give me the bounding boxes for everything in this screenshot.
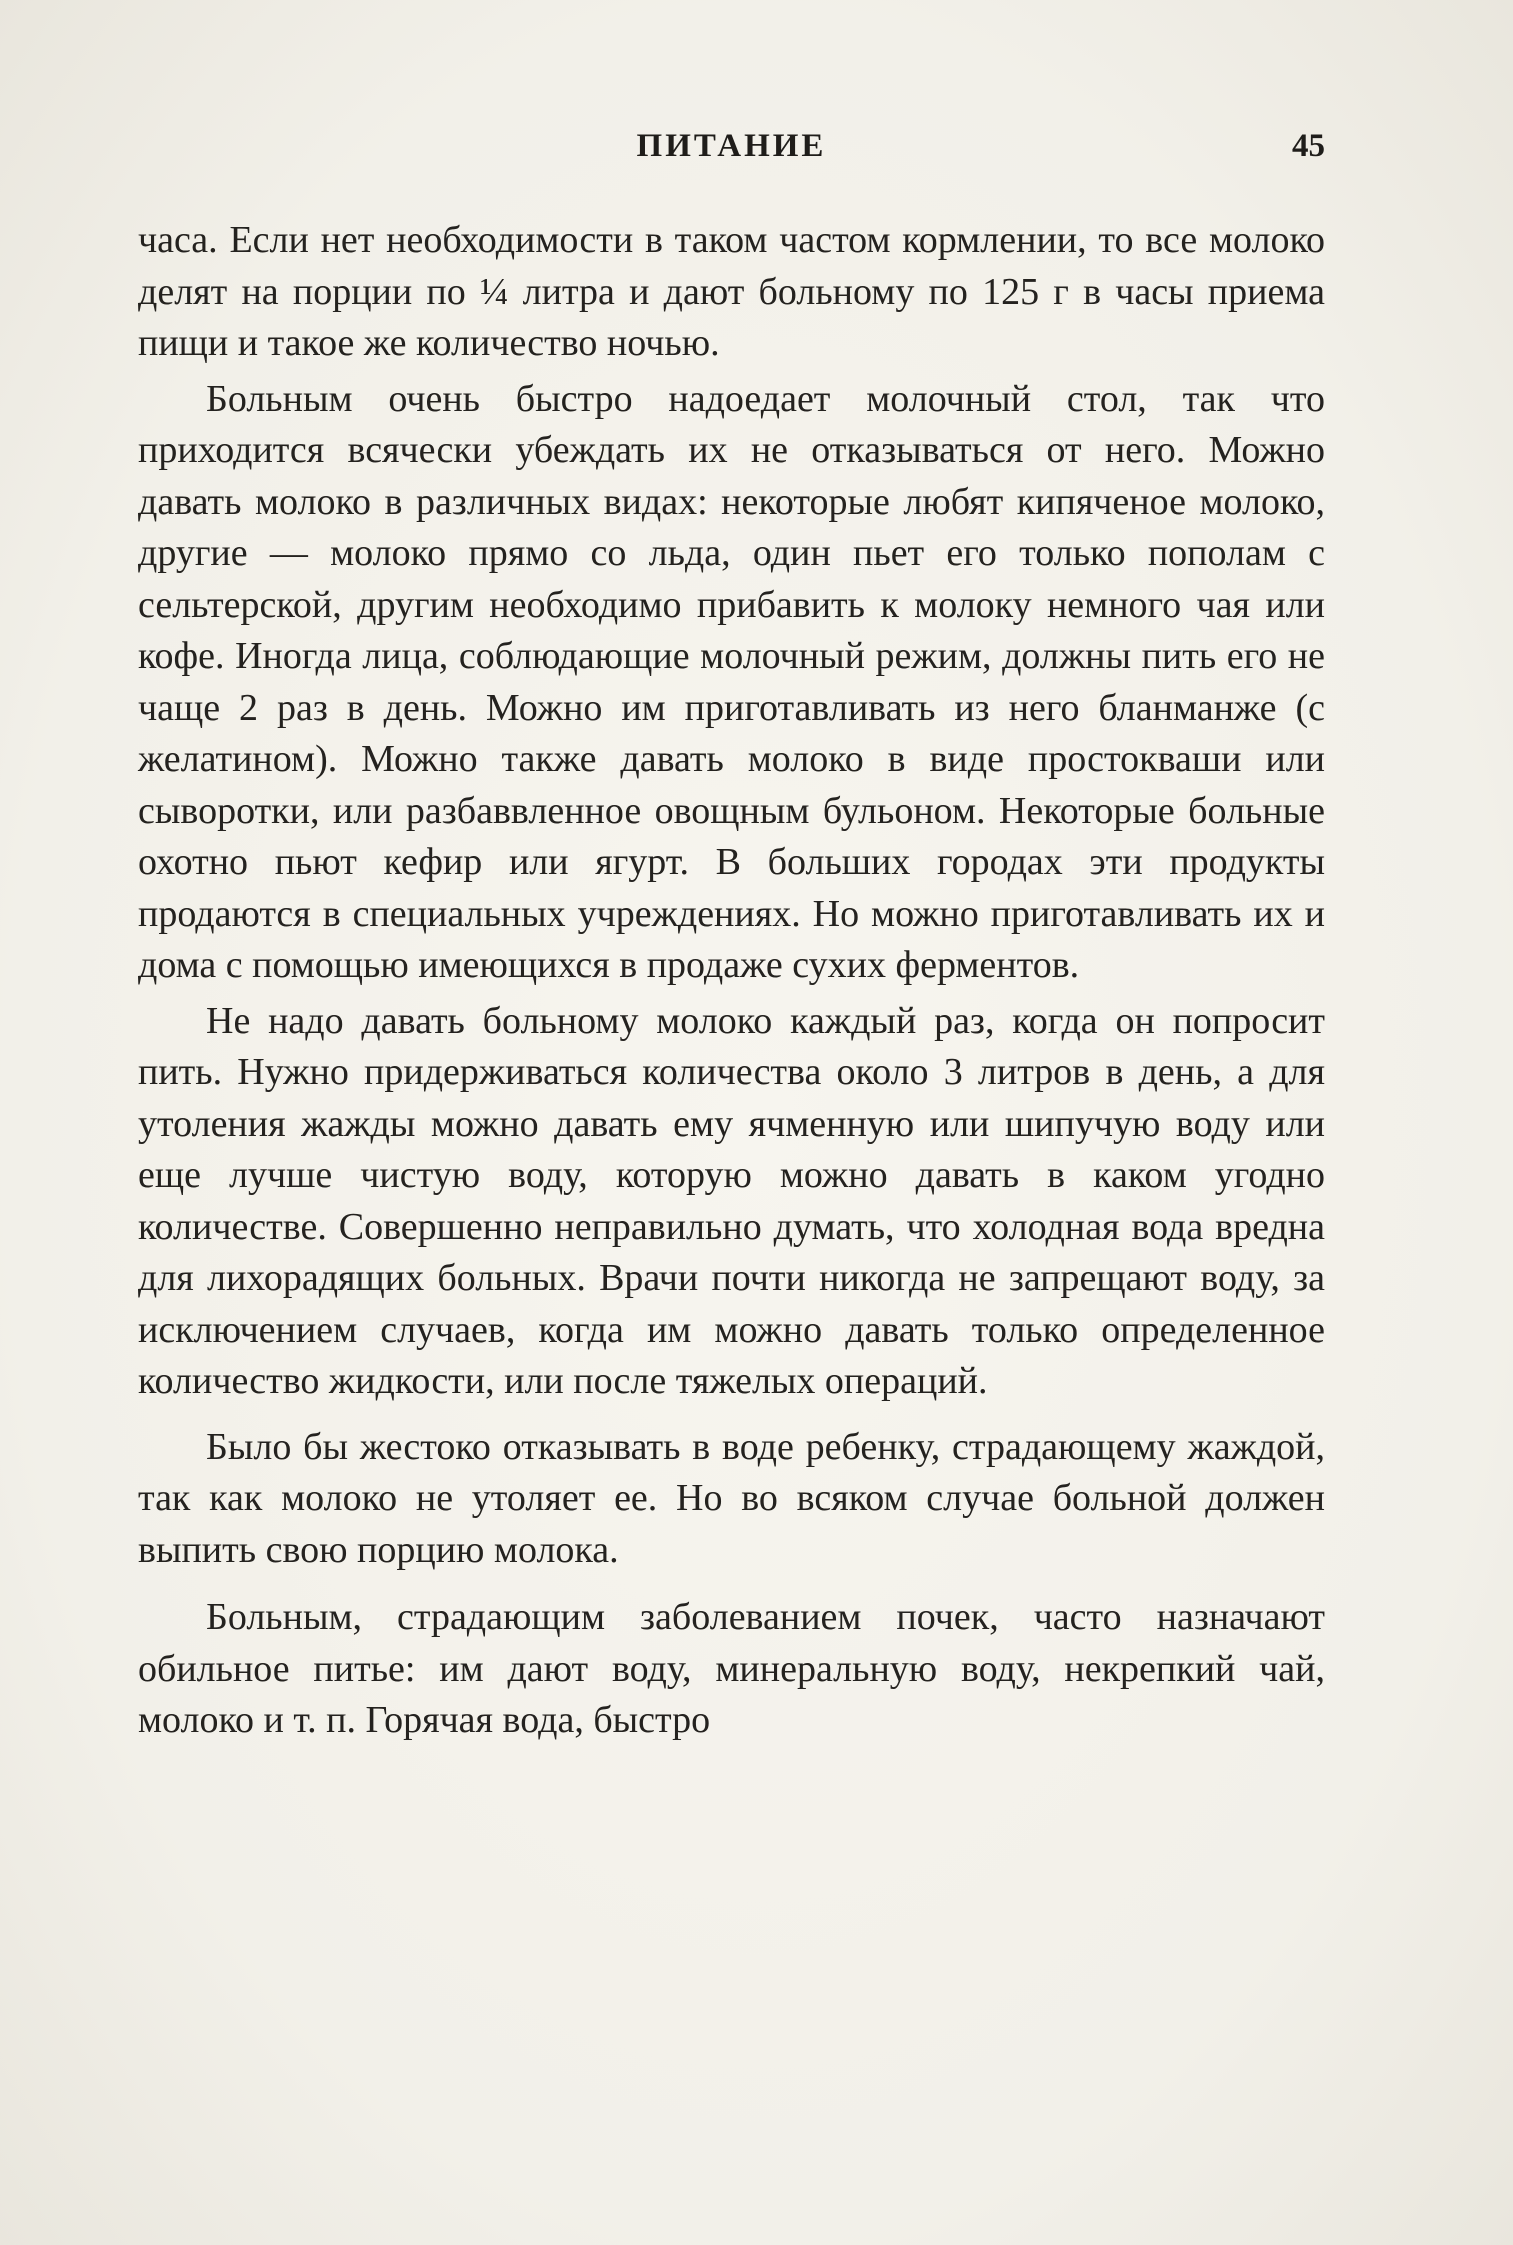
- paragraph-child-thirst: Было бы жестоко отказывать в воде ребенку, страдающему жаждой, так как молоко не утоляет ее. Но во всяком случае больной должен выпить свою порцию молока.: [138, 1425, 1325, 1571]
- running-head: [138, 128, 1325, 178]
- running-title: ПИТАНИЕ: [636, 128, 827, 164]
- paragraph-continued: часа. Если нет необходимости в таком частом кормлении, то все молоко делят на порции по ¼ литра и дают больному по 125 г в часы приема пищи и такое же количество ночью.: [138, 219, 1325, 364]
- body-text: [138, 215, 1325, 1747]
- paragraph-water: Не надо давать больному молоко каждый раз, когда он попросит пить. Нужно придерживаться количества около 3 литров в день, а для утоления жажды можно давать ему ячменную или шипучую воду или еще лучше чистую воду, которую можно давать в каком угодно количестве. Совершенно неправильно думать, что холодная вода вредна для лихорадящих больных. Врачи почти никогда не запрещают воду, за исключением случаев, когда им можно давать только определенное количество жидкости, или после тяжелых операций.: [138, 999, 1325, 1402]
- paragraph-milk-variety: Больным очень быстро надоедает молочный стол, так что приходится всячески убеждать их не отказываться от него. Можно давать молоко в различных видах: некоторые любят кипяченое молоко, другие — молоко прямо со льда, один пьет его только пополам с сельтерской, другим необходимо прибавить к молоку немного чая или кофе. Иногда лица, соблюдающие молочный режим, должны пить его не чаще 2 раз в день. Можно им приготавливать из него бланманже (с желатином). Можно также давать молоко в виде простокваши или сыворотки, или разбаввленное овощным бульоном. Некоторые больные охотно пьют кефир или ягурт. В больших городах эти продукты продаются в специальных учреждениях. Но можно приготавливать их и дома с помощью имеющихся в продаже сухих ферментов.: [138, 377, 1325, 986]
- page-number: 45: [1292, 128, 1325, 164]
- paragraph-kidney-disease: Больным, страдающим заболеванием почек, часто назначают обильное питье: им дают воду, минеральную воду, некрепкий чай, молоко и т. п. Горячая вода, быстро: [138, 1596, 1325, 1741]
